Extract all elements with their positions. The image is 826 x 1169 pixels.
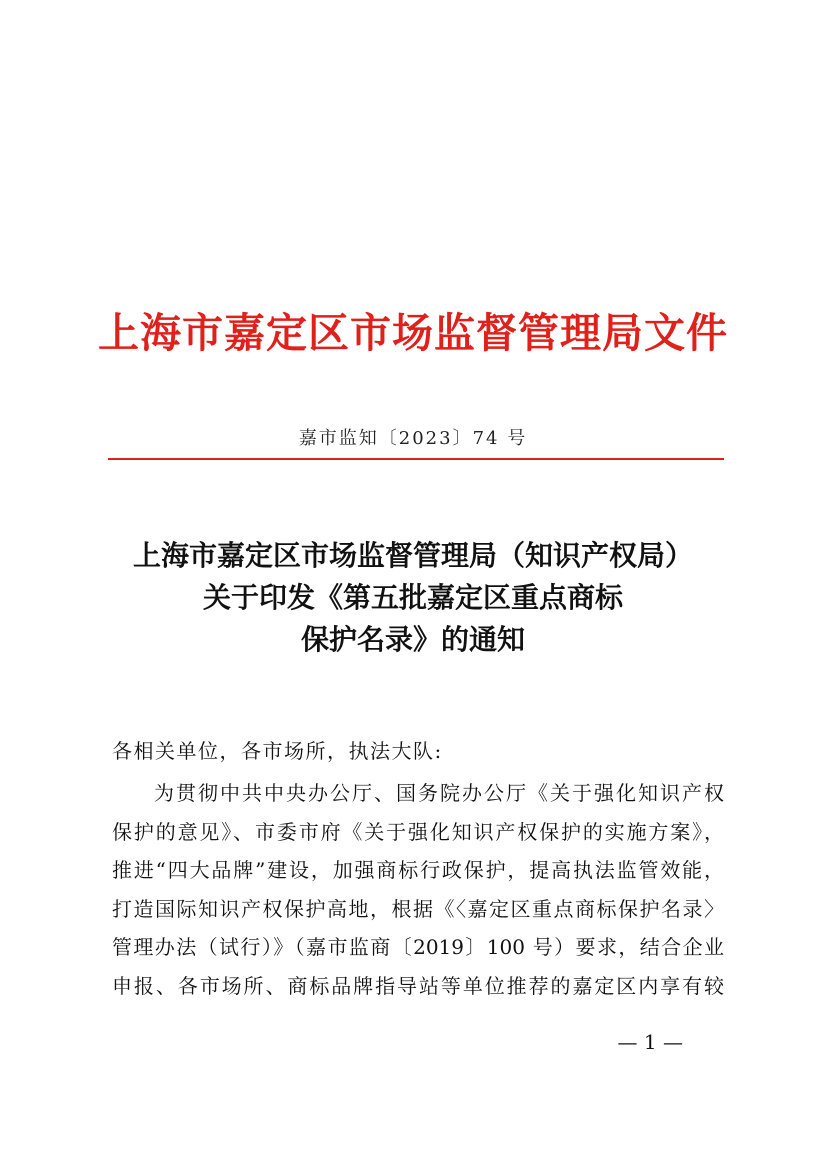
header-divider-line bbox=[108, 458, 724, 460]
page-number: — 1 — bbox=[617, 1030, 683, 1054]
notice-title-line: 上海市嘉定区市场监督管理局（知识产权局） bbox=[132, 539, 693, 572]
addressee-line: 各相关单位，各市场所，执法大队: bbox=[112, 739, 443, 763]
notice-title-line: 保护名录》的通知 bbox=[300, 623, 525, 656]
notice-title-line: 关于印发《第五批嘉定区重点商标 bbox=[202, 581, 623, 614]
body-line: 管理办法（试行）》（嘉市监商〔2019〕100 号）要求，结合企业 bbox=[112, 935, 724, 959]
body-line: 推进“四大品牌”建设，加强商标行政保护，提高执法监管效能， bbox=[112, 858, 724, 882]
body-line: 申报、各市场所、商标品牌指导站等单位推荐的嘉定区内享有较 bbox=[112, 973, 724, 998]
body-line: 保护的意见》、市委市府《关于强化知识产权保护的实施方案》， bbox=[112, 819, 724, 844]
notice-title bbox=[0, 535, 826, 661]
body-line: 为贯彻中共中央办公厅、国务院办公厅《关于强化知识产权 bbox=[154, 781, 724, 805]
body-line: 打造国际知识产权保护高地，根据《〈嘉定区重点商标保护名录〉 bbox=[112, 896, 724, 921]
document-number: 嘉市监知〔2023〕74 号 bbox=[298, 428, 528, 449]
document-header-title: 上海市嘉定区市场监督管理局文件 bbox=[98, 309, 728, 357]
body-paragraph bbox=[112, 774, 724, 1005]
